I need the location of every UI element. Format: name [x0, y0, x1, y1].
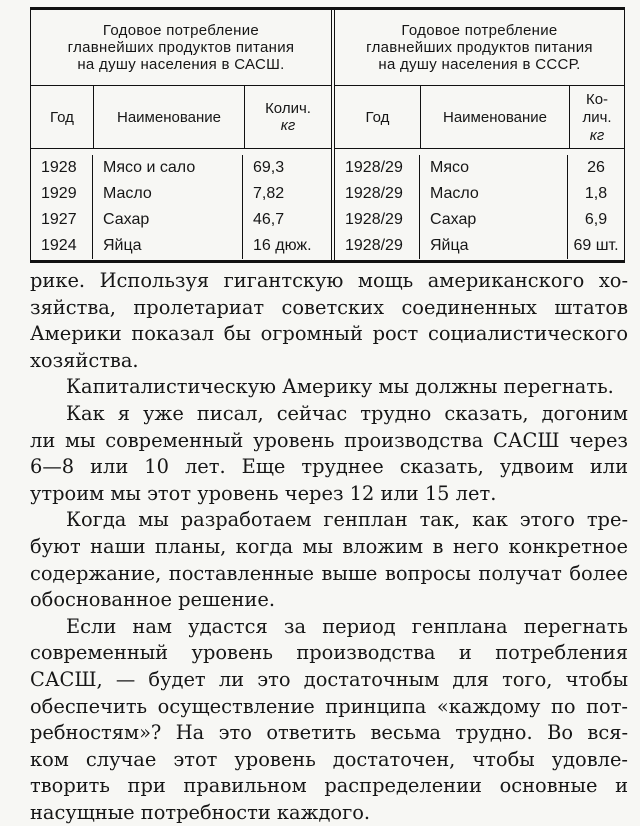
text-line: утроим мы этот уровень через 12 или 15 лет. [30, 481, 497, 505]
year-cell: 1924 [31, 233, 93, 259]
name-header: Наименование [94, 86, 245, 148]
qty-header-label: Ко- лич. [582, 90, 612, 126]
usa-consumption-table [31, 10, 335, 260]
text-line: 6—8 или 10 лет. Еще труднее сказать, удвоим или [30, 455, 628, 479]
text-line: рике. Используя гигантскую мощь американского хо- [30, 269, 628, 292]
text-line: хозяйства. [30, 348, 139, 372]
text-line: современный уровень производства и потребления [30, 641, 628, 665]
name-cell: Мясо [420, 155, 568, 181]
text-line: Когда мы разработаем генплан так, как этого тре- [66, 508, 628, 532]
year-cell: 1928/29 [335, 155, 420, 181]
qty-cell: 7,82 [253, 185, 285, 202]
body-text [30, 268, 628, 826]
text-line: Америки показал бы огромный рост социалистического [30, 322, 628, 346]
table-row [31, 155, 331, 181]
name-cell: Яйца [420, 233, 568, 259]
ussr-table-body [335, 149, 624, 260]
qty-cell: 6,9 [584, 211, 608, 228]
year-cell: 1928/29 [335, 233, 420, 259]
year-cell: 1928/29 [335, 207, 420, 233]
year-cell: 1928 [31, 155, 93, 181]
text-line: обоснованное решение. [30, 588, 275, 612]
table-row [335, 233, 624, 259]
text-line: ребностям»? На это ответить весьма трудно. Во вся- [30, 721, 628, 745]
qty-cell: 69,3 [253, 159, 285, 176]
qty-cell: 26 [587, 159, 605, 176]
qty-cell: 46,7 [253, 211, 285, 228]
table-row [31, 207, 331, 233]
table-row [31, 181, 331, 207]
usa-table-header [31, 86, 331, 149]
table-row [31, 233, 331, 259]
qty-header [570, 86, 624, 148]
table-row [335, 207, 624, 233]
text-line: Как я уже писал, сейчас трудно сказать, догоним [66, 401, 628, 425]
text-line: насущные потребности каждого. [30, 800, 371, 824]
name-cell: Мясо и сало [93, 155, 243, 181]
text-line: Капиталистическую Америку мы должны перегнать. [66, 375, 614, 399]
name-cell: Масло [93, 181, 243, 207]
consumption-tables [30, 7, 625, 263]
ussr-consumption-table [335, 10, 624, 260]
text-line: Если нам удастся за период генплана перегнать [66, 614, 628, 638]
year-cell: 1928/29 [335, 181, 420, 207]
ussr-table-caption: Годовое потребление главнейших продуктов питания на душу населения в СССР. [335, 10, 624, 86]
name-cell: Яйца [93, 233, 243, 259]
table-row [335, 155, 624, 181]
text-line: буют наши планы, когда мы вложим в него конкретное [30, 534, 628, 558]
text-line: ли мы современный уровень производства САСШ через [30, 428, 628, 452]
text-line: зяйства, пролетариат советских соединенных штатов [30, 295, 628, 319]
year-cell: 1929 [31, 181, 93, 207]
text-line: ком случае этот уровень достаточен, чтобы удовле- [30, 747, 628, 771]
ussr-table-header [335, 86, 624, 149]
year-header: Год [31, 86, 94, 148]
year-header: Год [335, 86, 421, 148]
text-line: содержание, поставленные выше вопросы получат более [30, 561, 628, 585]
name-cell: Масло [420, 181, 568, 207]
usa-table-body [31, 149, 331, 260]
qty-header-label: Колич. [265, 100, 311, 117]
qty-cell: 1,8 [584, 185, 608, 202]
name-header: Наименование [421, 86, 570, 148]
usa-table-caption: Годовое потребление главнейших продуктов питания на душу населения в САСШ. [31, 10, 331, 86]
text-line: обеспечить осуществление принципа «каждому по пот- [30, 694, 628, 718]
qty-header [245, 86, 331, 148]
year-cell: 1927 [31, 207, 93, 233]
text-line: САСШ, — будет ли это достаточным для того, чтобы [30, 667, 628, 691]
qty-cell: 69 шт. [573, 237, 619, 254]
qty-unit: кг [589, 126, 605, 144]
table-row [335, 181, 624, 207]
name-cell: Сахар [420, 207, 568, 233]
qty-cell: 16 дюж. [253, 237, 312, 254]
qty-unit: кг [280, 117, 296, 134]
name-cell: Сахар [93, 207, 243, 233]
text-line: творить при правильном распределении основные и [30, 774, 628, 798]
